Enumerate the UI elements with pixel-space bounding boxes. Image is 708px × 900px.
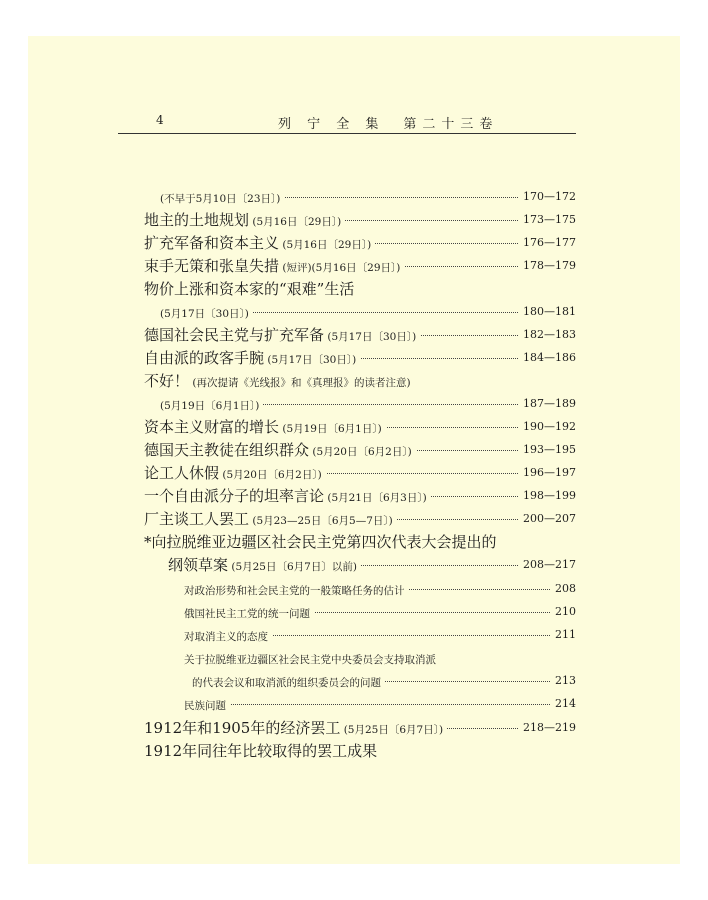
entry-text (184, 601, 314, 625)
entry-title: 束手无策和张皇失措 (144, 257, 280, 275)
entry-title: 论工人休假 (144, 464, 220, 482)
page-range: 218—219 (519, 717, 576, 739)
page-range: 210 (551, 601, 576, 623)
entry-text (144, 531, 501, 553)
toc-entry[interactable] (144, 485, 576, 507)
entry-title: 厂主谈工人罢工 (144, 510, 250, 528)
page-range: 214 (551, 693, 576, 715)
entry-date-note: (5月20日〔6月2日〕) (219, 469, 322, 481)
entry-title: 资本主义财富的增长 (144, 418, 280, 436)
entry-text (184, 578, 409, 602)
entry-text (192, 670, 385, 694)
page-header (118, 113, 576, 134)
entry-text (160, 301, 253, 325)
entry-date-note: (5月17日〔30日〕) (264, 354, 357, 366)
entry-subsection: 俄国社民主工党的统一问题 (184, 608, 310, 620)
toc-entry[interactable] (144, 278, 576, 300)
entry-text (144, 416, 386, 440)
page-range: 182—183 (519, 324, 576, 346)
toc-entry[interactable] (144, 255, 576, 277)
entry-date-note: (不早于5月10日〔23日〕) (160, 193, 281, 205)
toc-entry[interactable] (144, 232, 576, 254)
entry-title: 自由派的政客手腕 (144, 349, 265, 367)
entry-date-note: (5月16日〔29日〕) (279, 239, 372, 251)
page-range: 184—186 (519, 347, 576, 369)
entry-date-note: (5月19日〔6月1日〕) (160, 400, 260, 412)
dot-leader (184, 704, 576, 705)
page-number: 4 (156, 113, 164, 127)
entry-date-note: (再次提请《光线报》和《真理报》的读者注意) (189, 377, 411, 389)
page-range: 176—177 (519, 232, 576, 254)
page-range: 200—207 (519, 508, 576, 530)
entry-text (144, 324, 420, 348)
toc-entry[interactable] (144, 301, 576, 323)
entry-text (184, 693, 230, 717)
entry-text (144, 347, 360, 371)
entry-text (184, 624, 272, 648)
entry-date-note: (5月16日〔29日〕) (249, 216, 342, 228)
entry-subsection: 的代表会议和取消派的组织委员会的问题 (192, 677, 381, 689)
page-range: 173—175 (519, 209, 576, 231)
toc-entry[interactable] (144, 740, 576, 762)
entry-title: 德国社会民主党与扩充军备 (144, 326, 325, 344)
page-range: 178—179 (519, 255, 576, 277)
entry-text (168, 554, 361, 578)
toc-entry[interactable] (144, 439, 576, 461)
entry-title: 1912年同往年比较取得的罢工成果 (144, 742, 378, 760)
toc-entry[interactable] (144, 531, 576, 553)
toc-entry[interactable] (144, 670, 576, 692)
entry-date-note: (5月25日〔6月7日〕) (340, 724, 444, 736)
toc-entry[interactable] (144, 601, 576, 623)
entry-subsection: 民族问题 (184, 700, 226, 712)
page-range: 213 (551, 670, 576, 692)
toc-entry[interactable] (144, 186, 576, 208)
page-range: 196—197 (519, 462, 576, 484)
toc-entry[interactable] (144, 508, 576, 530)
toc-entry[interactable] (144, 624, 576, 646)
toc-entry[interactable] (144, 347, 576, 369)
entry-title: 扩充军备和资本主义 (144, 234, 280, 252)
entry-title: 物价上涨和资本家的“艰难”生活 (144, 280, 355, 298)
toc-entry[interactable] (144, 717, 576, 739)
page-range: 170—172 (519, 186, 576, 208)
entry-text (144, 462, 326, 486)
entry-text (160, 393, 263, 417)
toc-entry[interactable] (144, 416, 576, 438)
entry-date-note: (5月23—25日〔6月5—7日〕) (249, 515, 393, 527)
entry-text (144, 740, 381, 762)
entry-title: 一个自由派分子的坦率言论 (144, 487, 325, 505)
page-range: 190—192 (519, 416, 576, 438)
entry-text (144, 232, 375, 256)
entry-text (144, 439, 416, 463)
entry-date-note: (5月20日〔6月2日〕) (309, 446, 412, 458)
entry-title: *向拉脱维亚边疆区社会民主党第四次代表大会提出的 (144, 533, 497, 551)
entry-title: 地主的土地规划 (144, 211, 250, 229)
toc-entry[interactable] (144, 209, 576, 231)
entry-title: 纲领草案 (168, 556, 229, 574)
toc-entry[interactable] (144, 578, 576, 600)
entry-date-note: (5月17日〔30日〕) (324, 331, 417, 343)
entry-subsection: 对政治形势和社会民主党的一般策略任务的估计 (184, 585, 405, 597)
entry-subsection: 对取消主义的态度 (184, 631, 268, 643)
entry-date-note: (5月19日〔6月1日〕) (279, 423, 382, 435)
entry-text (144, 278, 358, 300)
page-range: 193—195 (519, 439, 576, 461)
entry-text (144, 485, 431, 509)
entry-date-note: (5月25日〔6月7日〕以前) (228, 561, 357, 573)
entry-title: 1912年和1905年的经济罢工 (144, 719, 341, 737)
entry-text (144, 255, 404, 279)
toc-entry[interactable] (144, 393, 576, 415)
entry-text (144, 717, 447, 741)
entry-text (144, 508, 397, 532)
toc-entry[interactable] (144, 324, 576, 346)
page-range: 180—181 (519, 301, 576, 323)
toc-entry[interactable] (144, 370, 576, 392)
entry-title: 不好！ (144, 372, 190, 390)
toc-entry[interactable] (144, 462, 576, 484)
entry-text (144, 209, 345, 233)
entry-date-note: (5月21日〔6月3日〕) (324, 492, 427, 504)
toc-entry[interactable] (144, 554, 576, 576)
page-range: 198—199 (519, 485, 576, 507)
entry-title: 德国天主教徒在组织群众 (144, 441, 310, 459)
page-range: 208—217 (519, 554, 576, 576)
page-range: 208 (551, 578, 576, 600)
running-title: 列 宁 全 集 第二十三卷 (278, 117, 499, 132)
entry-text (160, 186, 284, 210)
entry-date-note: (5月17日〔30日〕) (160, 308, 249, 320)
page-range: 187—189 (519, 393, 576, 415)
entry-subsection: 关于拉脱维亚边疆区社会民主党中央委员会支持取消派 (184, 654, 436, 666)
entry-date-note: (短评)(5月16日〔29日〕) (279, 262, 401, 274)
page-range: 211 (551, 624, 576, 646)
entry-text (144, 370, 415, 394)
toc-entry[interactable] (144, 693, 576, 715)
toc-entry[interactable] (144, 647, 576, 669)
entry-text (184, 647, 440, 671)
